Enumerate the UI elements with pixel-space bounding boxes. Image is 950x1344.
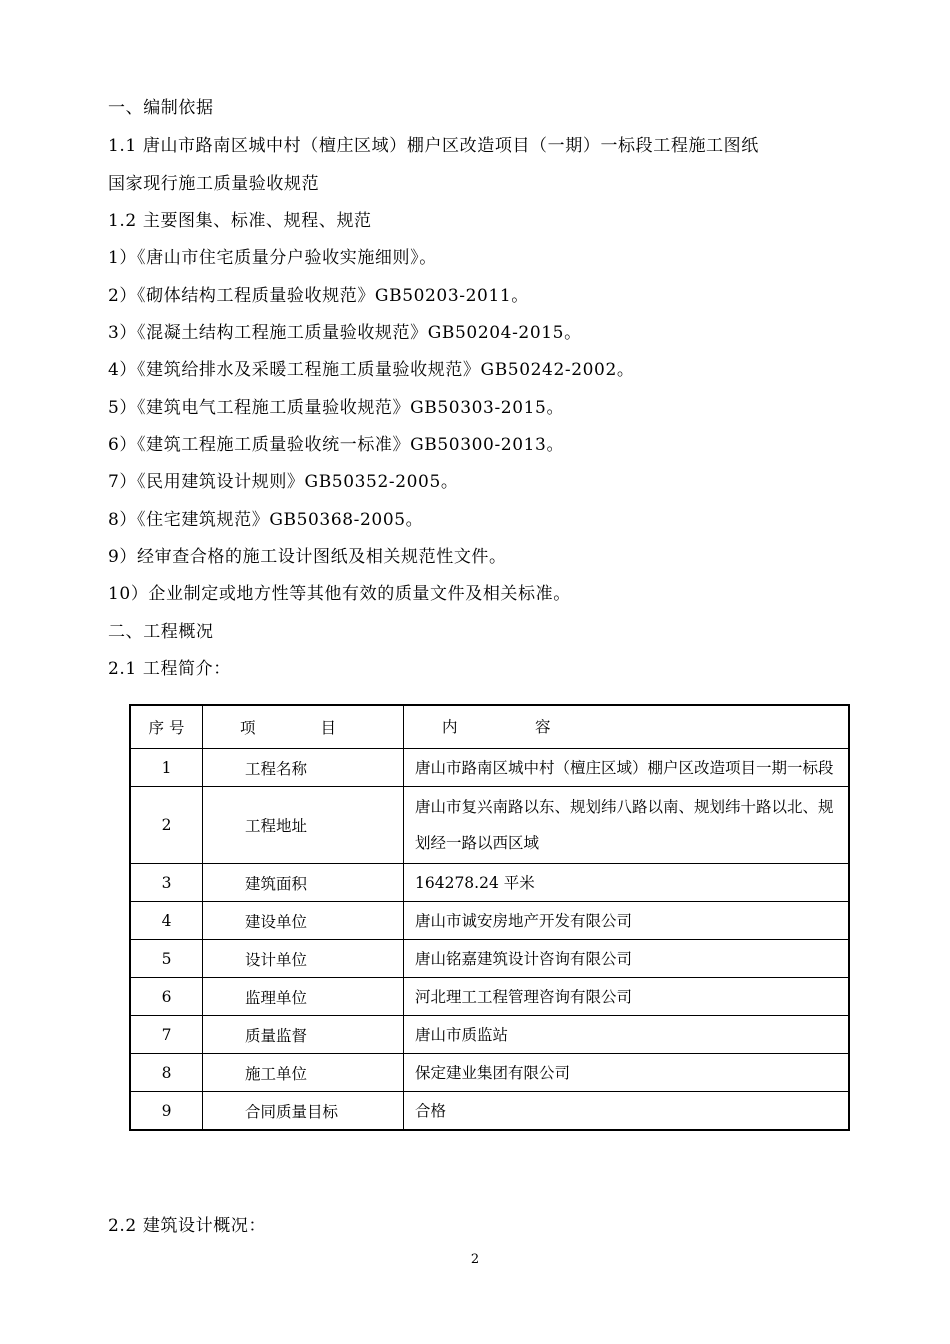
line-4: 1.2 主要图集、标准、规程、规范 [108, 211, 372, 231]
row-content: 保定建业集团有限公司 [404, 1054, 850, 1092]
row-content: 唐山市复兴南路以东、规划纬八路以南、规划纬十路以北、规划经一路以西区域 [404, 787, 850, 864]
header-content: 内 容 [404, 705, 850, 749]
row-content: 164278.24 平米 [404, 864, 850, 902]
line-3: 国家现行施工质量验收规范 [108, 174, 320, 194]
section-2-2-heading: 2.2 建筑设计概况： [108, 1216, 267, 1236]
table-row [130, 787, 849, 864]
row-content: 唐山市路南区城中村（檀庄区域）棚户区改造项目一期一标段 [404, 749, 850, 787]
line-1: 一、编制依据 [108, 98, 214, 118]
line-7: 3）《混凝土结构工程施工质量验收规范》GB50204-2015。 [108, 323, 582, 343]
row-item: 设计单位 [203, 940, 404, 978]
row-content: 河北理工工程管理咨询有限公司 [404, 978, 850, 1016]
row-item: 建筑面积 [203, 864, 404, 902]
table-row [130, 1016, 849, 1054]
row-item: 监理单位 [203, 978, 404, 1016]
line-12: 8）《住宅建筑规范》GB50368-2005。 [108, 510, 424, 530]
table-row [130, 864, 849, 902]
line-6: 2）《砌体结构工程质量验收规范》GB50203-2011。 [108, 286, 529, 306]
line-11: 7）《民用建筑设计规则》GB50352-2005。 [108, 472, 459, 492]
row-item: 建设单位 [203, 902, 404, 940]
page-number: 2 [470, 1252, 480, 1267]
table-row [130, 902, 849, 940]
row-item: 工程地址 [203, 787, 404, 864]
line-15: 二、工程概况 [108, 622, 214, 642]
row-item: 施工单位 [203, 1054, 404, 1092]
line-2: 1.1 唐山市路南区城中村（檀庄区域）棚户区改造项目（一期）一标段工程施工图纸 [108, 136, 759, 156]
table-row [130, 749, 849, 787]
row-no: 7 [130, 1016, 203, 1054]
line-8: 4）《建筑给排水及采暖工程施工质量验收规范》GB50242-2002。 [108, 360, 635, 380]
row-no: 9 [130, 1092, 203, 1131]
line-9: 5）《建筑电气工程施工质量验收规范》GB50303-2015。 [108, 398, 565, 418]
header-item: 项 目 [203, 705, 404, 749]
row-content: 合格 [404, 1092, 850, 1131]
row-no: 3 [130, 864, 203, 902]
row-content: 唐山铭嘉建筑设计咨询有限公司 [404, 940, 850, 978]
row-no: 6 [130, 978, 203, 1016]
line-10: 6）《建筑工程施工质量验收统一标准》GB50300-2013。 [108, 435, 565, 455]
row-no: 4 [130, 902, 203, 940]
row-no: 2 [130, 787, 203, 864]
table-row [130, 978, 849, 1016]
row-item: 合同质量目标 [203, 1092, 404, 1131]
row-content: 唐山市诚安房地产开发有限公司 [404, 902, 850, 940]
row-item: 工程名称 [203, 749, 404, 787]
line-14: 10）企业制定或地方性等其他有效的质量文件及相关标准。 [108, 584, 571, 604]
table-row [130, 1092, 849, 1131]
row-no: 8 [130, 1054, 203, 1092]
row-content: 唐山市质监站 [404, 1016, 850, 1054]
row-no: 5 [130, 940, 203, 978]
line-5: 1）《唐山市住宅质量分户验收实施细则》。 [108, 248, 437, 268]
row-no: 1 [130, 749, 203, 787]
line-16: 2.1 工程简介： [108, 659, 231, 679]
table-header-row [130, 705, 849, 749]
header-no: 序 号 [130, 705, 203, 749]
table-row [130, 1054, 849, 1092]
table-row [130, 940, 849, 978]
row-item: 质量监督 [203, 1016, 404, 1054]
line-13: 9）经审查合格的施工设计图纸及相关规范性文件。 [108, 547, 507, 567]
project-info-table [129, 704, 850, 1131]
